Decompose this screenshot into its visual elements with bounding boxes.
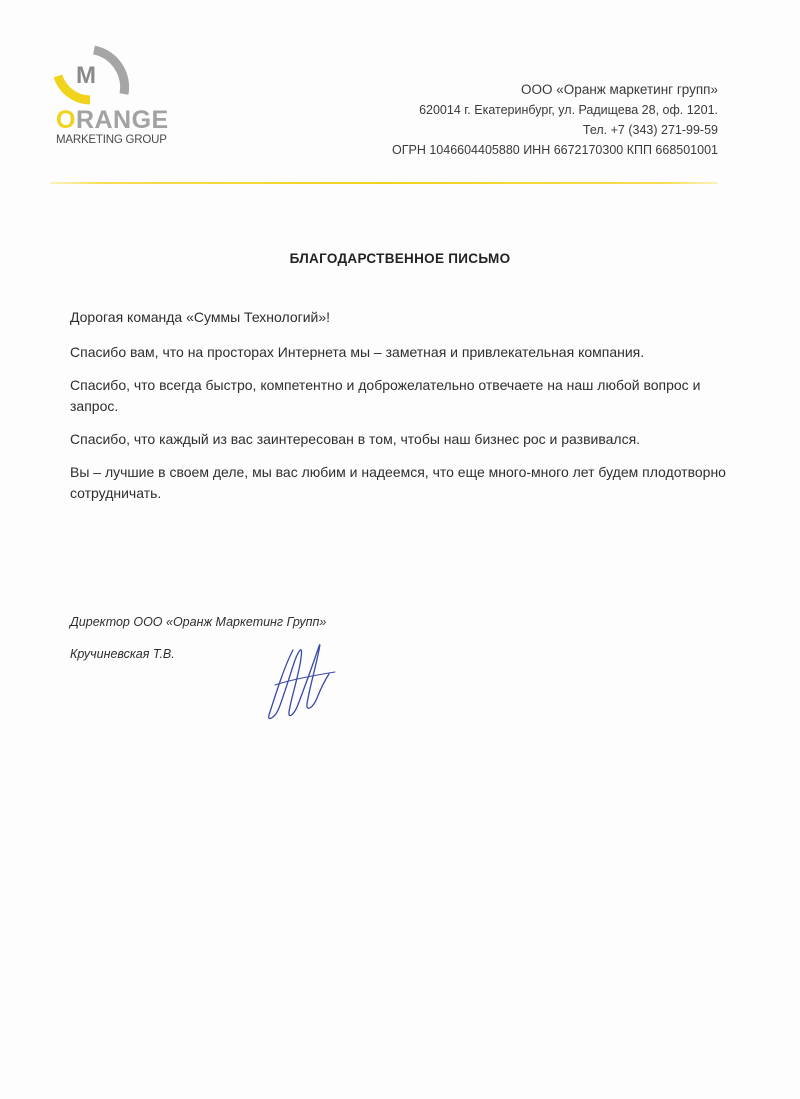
logo-subtitle: MARKETING GROUP [56, 134, 167, 146]
company-phone: Тел. +7 (343) 271-99-59 [582, 123, 718, 137]
letter-paragraph: Спасибо, что всегда быстро, компетентно и доброжелательно отвечаете на наш любой вопрос и запрос. [70, 377, 701, 414]
letter-paragraph: Спасибо, что каждый из вас заинтересован в том, чтобы наш бизнес рос и развивался. [70, 431, 641, 447]
letter-title: БЛАГОДАРСТВЕННОЕ ПИСЬМО [289, 251, 511, 266]
signatory-position: Директор ООО «Оранж Маркетинг Групп» [70, 615, 327, 629]
header-separator [50, 182, 718, 184]
signatory-name: Кручиневская Т.В. [70, 647, 175, 661]
handwritten-signature-icon [255, 630, 345, 725]
company-address: 620014 г. Екатеринбург, ул. Радищева 28, оф. 1201. [419, 103, 718, 117]
letter-paragraph: Вы – лучшие в своем деле, мы вас любим и надеемся, что еще много-много лет будем плодотворно сотрудничать. [70, 464, 726, 501]
logo-mark-letter: M [76, 62, 96, 89]
company-details [392, 80, 718, 160]
company-logo [50, 38, 190, 153]
letter-paragraph: Спасибо вам, что на просторах Интернета мы – заметная и привлекательная компания. [70, 344, 645, 360]
company-name: ООО «Оранж маркетинг групп» [521, 82, 718, 97]
company-registration: ОГРН 1046604405880 ИНН 6672170300 КПП 668501001 [392, 143, 718, 157]
logo-wordmark: ORANGE [56, 106, 169, 134]
letter-greeting: Дорогая команда «Суммы Технологий»! [70, 309, 331, 325]
